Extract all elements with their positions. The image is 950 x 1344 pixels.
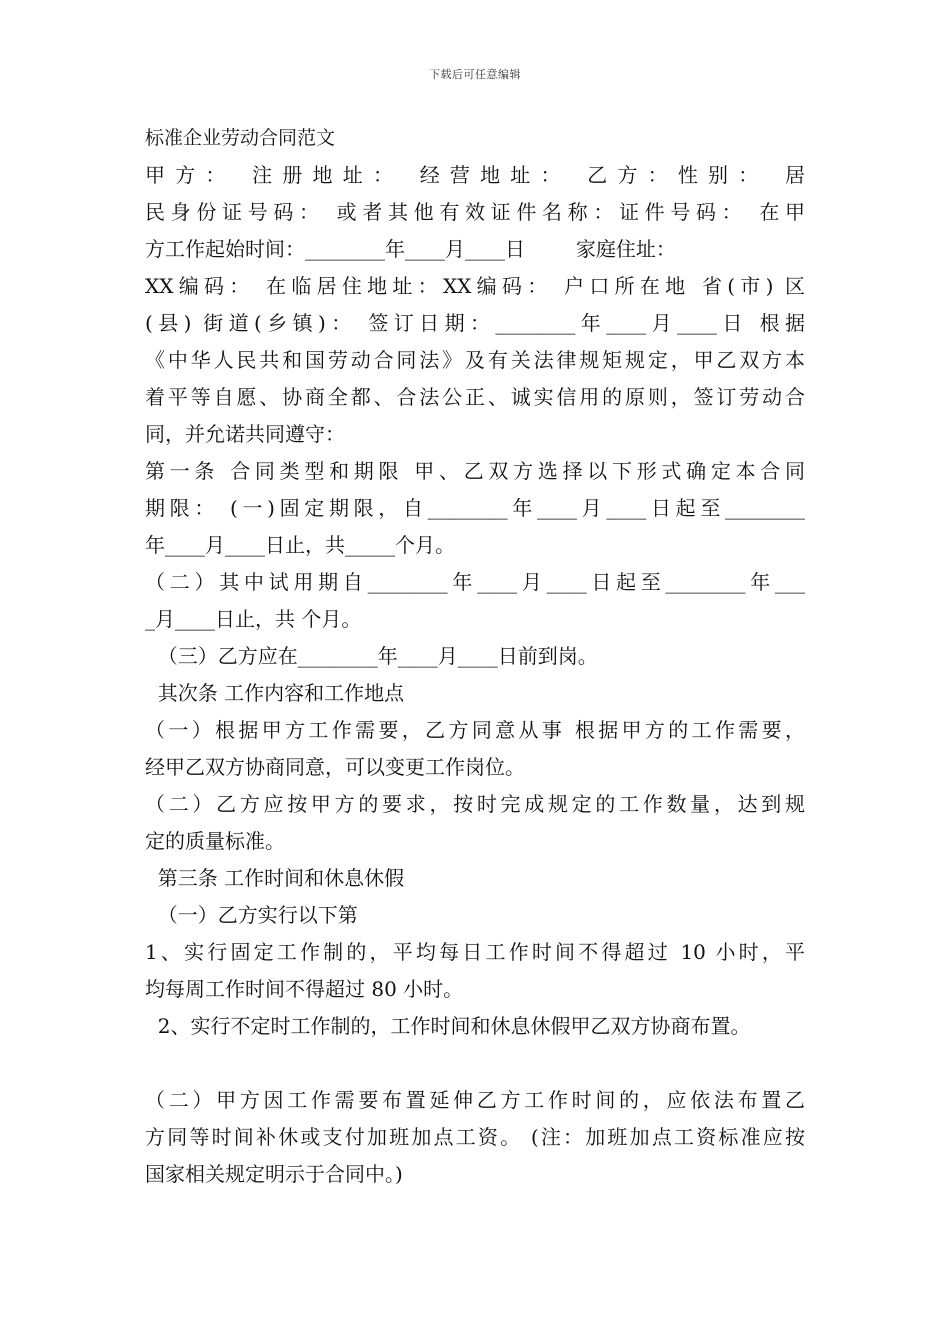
contract-body	[145, 120, 805, 1193]
paragraph-line: 着平等自愿、协商全都、合法公正、诚实信用的原则，签订劳动合	[145, 385, 805, 409]
paragraph-line: 定的质量标准。	[145, 829, 285, 853]
paragraph-line: 均每周工作时间不得超过 80 小时。	[145, 977, 464, 1001]
paragraph-line: 年____月____日止，共_____个月。	[145, 533, 455, 557]
section-heading-line: 第一条 合同类型和期限 甲、乙双方选择以下形式确定本合同	[145, 459, 805, 483]
paragraph-line: 民身份证号码： 或者其他有效证件名称：证件号码： 在甲	[145, 200, 805, 224]
paragraph-line: （一）乙方实行以下第	[145, 903, 358, 927]
section-heading-line: 第三条 工作时间和休息休假	[145, 866, 405, 890]
paragraph-line: _月____日止，共 个月。	[145, 607, 362, 631]
paragraph-line: 2、实行不定时工作制的，工作时间和休息休假甲乙双方协商布置。	[145, 1014, 751, 1038]
section-heading-line: 其次条 工作内容和工作地点	[145, 681, 405, 705]
paragraph-line: 经甲乙双方协商同意，可以变更工作岗位。	[145, 755, 525, 779]
paragraph-line: （二）甲方因工作需要布置延伸乙方工作时间的，应依法布置乙	[145, 1088, 805, 1112]
paragraph-line: 1、实行固定工作制的，平均每日工作时间不得超过 10 小时，平	[145, 940, 805, 964]
paragraph-line: 方同等时间补休或支付加班加点工资。 (注：加班加点工资标准应按	[145, 1125, 805, 1149]
paragraph-line: 方工作起始时间：________年____月____日 家庭住址：	[145, 237, 676, 261]
paragraph-line: 国家相关规定明示于合同中。)	[145, 1162, 403, 1186]
paragraph-line: XX编码： 在临居住地址：XX编码： 户口所在地 省(市) 区	[145, 274, 805, 298]
page-header-note: 下载后可任意编辑	[429, 68, 521, 81]
paragraph-line: （二）其中试用期自________年____月____日起至________年___	[145, 570, 805, 594]
document-title: 标准企业劳动合同范文	[145, 127, 336, 149]
paragraph-line: (县) 街道(乡镇)： 签订日期：________年____月____日 根据	[145, 311, 805, 335]
paragraph-line: 同，并允诺共同遵守：	[145, 422, 345, 446]
paragraph-line: （一）根据甲方工作需要，乙方同意从事 根据甲方的工作需要，	[145, 718, 805, 742]
blank-line	[145, 1045, 805, 1082]
paragraph-line: 期限： (一)固定期限，自________年____月____日起至________	[145, 496, 805, 520]
paragraph-line: 甲方： 注册地址： 经营地址： 乙方：性别： 居	[145, 163, 805, 187]
paragraph-line: 《中华人民共和国劳动合同法》及有关法律规矩规定，甲乙双方本	[145, 348, 805, 372]
paragraph-line: （二）乙方应按甲方的要求，按时完成规定的工作数量，达到规	[145, 792, 805, 816]
paragraph-line: （三）乙方应在________年____月____日前到岗。	[145, 644, 598, 668]
